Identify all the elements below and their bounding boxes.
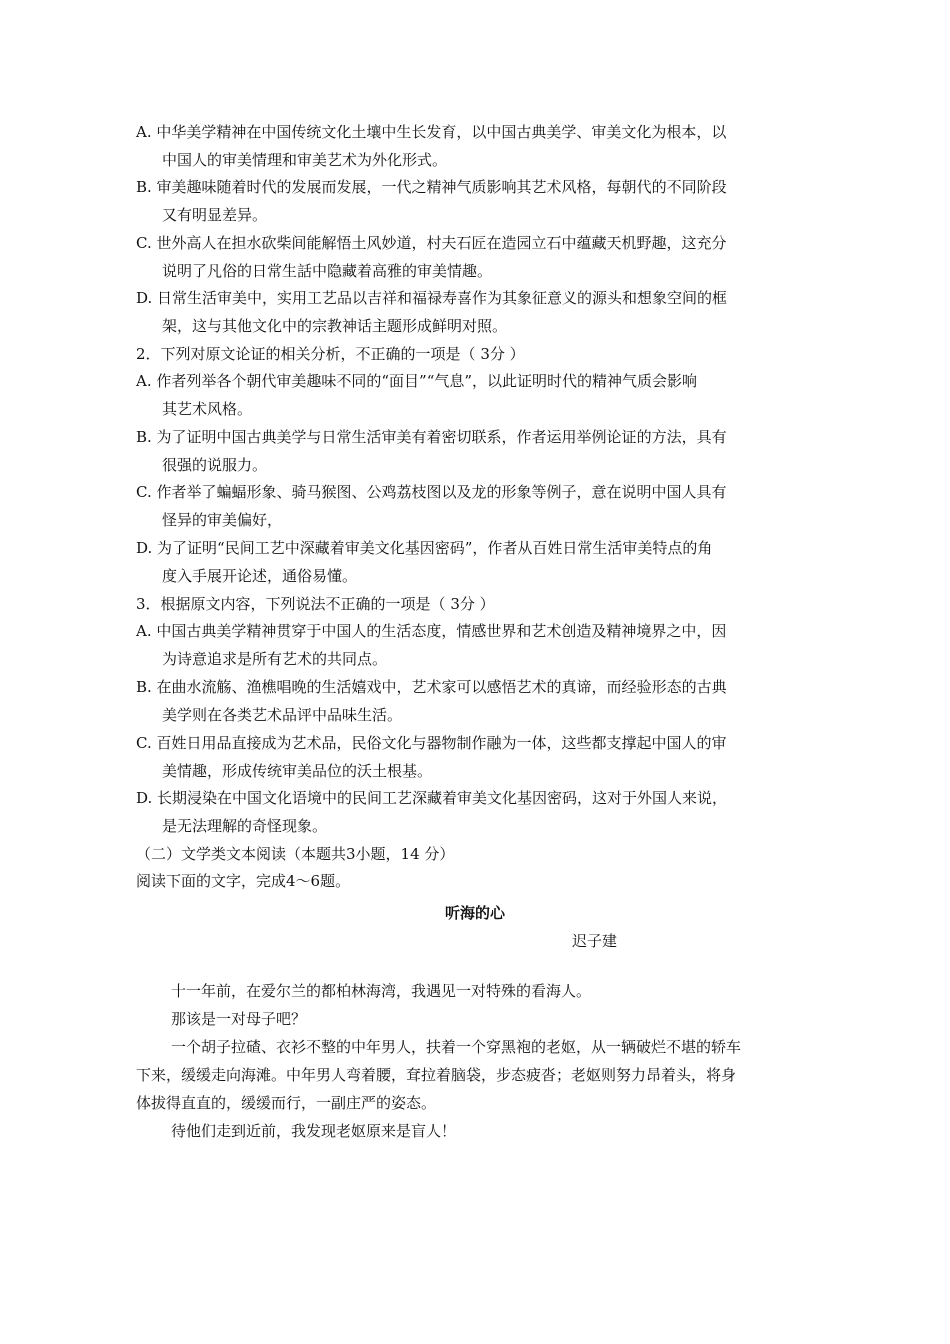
- q1-option-a-line2: 中国人的审美情理和审美艺术为外化形式。: [162, 151, 448, 169]
- story-paragraph: 十一年前，在爱尔兰的都柏林海湾，我遇见一对特殊的看海人。: [171, 982, 592, 1000]
- story-paragraph: 一个胡子拉碴、衣衫不整的中年男人，扶着一个穿黑袍的老妪，从一辆破烂不堪的轿车: [171, 1038, 742, 1056]
- q1-option-b-line2: 又有明显差异。: [162, 206, 268, 224]
- q3-option-d-line1: D. 长期浸染在中国文化语境中的民间工艺深藏着审美文化基因密码，这对于外国人来说，: [136, 789, 728, 807]
- q2-option-a-line1: A. 作者列举各个朝代审美趣味不同的“面目”“气息”，以此证明时代的精神气质会影响: [136, 372, 698, 390]
- q2-option-b-line1: B. 为了证明中国古典美学与日常生活审美有着密切联系，作者运用举例论证的方法，具有: [136, 428, 727, 446]
- q1-option-a-line1: A. 中华美学精神在中国传统文化土壤中生长发育，以中国古典美学、审美文化为根本，以: [136, 123, 727, 141]
- q3-option-c-line2: 美情趣，形成传统审美品位的沃土根基。: [162, 762, 433, 780]
- story-paragraph-continuation: 体拔得直直的，缓缓而行，一副庄严的姿态。: [136, 1094, 437, 1112]
- q3-option-a-line1: A. 中国古典美学精神贯穿于中国人的生活态度，情感世界和艺术创造及精神境界之中，因: [136, 622, 727, 640]
- q2-option-c-line1: C. 作者举了蝙蝠形象、骑马猴图、公鸡荔枝图以及龙的形象等例子，意在说明中国人具有: [136, 483, 727, 501]
- q1-option-d-line1: D. 日常生活审美中，实用工艺品以吉祥和福禄寿喜作为其象征意义的源头和想象空间的框: [136, 289, 728, 307]
- q2-option-d-line2: 度入手展开论述，通俗易懂。: [162, 567, 358, 585]
- q2-option-a-line2: 其艺术风格。: [162, 400, 253, 418]
- section-heading: （二）文学类文本阅读（本题共3小题，14 分）: [136, 845, 455, 863]
- q3-stem: 3．根据原文内容，下列说法不正确的一项是（ 3分 ）: [136, 595, 495, 613]
- q3-option-a-line2: 为诗意追求是所有艺术的共同点。: [162, 650, 388, 668]
- story-paragraph: 待他们走到近前，我发现老妪原来是盲人！: [171, 1122, 457, 1140]
- q3-option-b-line2: 美学则在各类艺术品评中品味生活。: [162, 706, 403, 724]
- q2-option-c-line2: 怪异的审美偏好，: [162, 511, 283, 529]
- story-author: 迟子建: [572, 932, 618, 950]
- q3-option-c-line1: C. 百姓日用品直接成为艺术品，民俗文化与器物制作融为一体，这些都支撑起中国人的审: [136, 734, 727, 752]
- story-title: 听海的心: [444, 904, 505, 922]
- story-paragraph: 那该是一对母子吧？: [171, 1010, 307, 1028]
- section-instruction: 阅读下面的文字，完成4～6题。: [136, 872, 351, 890]
- q3-option-d-line2: 是无法理解的奇怪现象。: [162, 817, 328, 835]
- q2-option-b-line2: 很强的说服力。: [162, 456, 268, 474]
- q2-stem: 2．下列对原文论证的相关分析，不正确的一项是（ 3分 ）: [136, 345, 525, 363]
- story-paragraph-continuation: 下来，缓缓走向海滩。中年男人弯着腰，耷拉着脑袋，步态疲沓；老妪则努力昂着头，将身: [136, 1066, 737, 1084]
- q1-option-c-line2: 说明了凡俗的日常生話中隐藏着高雅的审美情趣。: [162, 262, 493, 280]
- q3-option-b-line1: B. 在曲水流觞、渔樵唱晚的生活嬉戏中，艺术家可以感悟艺术的真谛，而经验形态的古典: [136, 678, 727, 696]
- q1-option-d-line2: 架，这与其他文化中的宗教神话主题形成鲜明对照。: [162, 317, 508, 335]
- q1-option-c-line1: C. 世外高人在担水砍柴间能解悟土风妙道，村夫石匠在造园立石中蕴藏天机野趣，这充分: [136, 234, 727, 252]
- q2-option-d-line1: D. 为了证明“民间工艺中深藏着审美文化基因密码”，作者从百姓日常生活审美特点的角: [136, 539, 713, 557]
- q1-option-b-line1: B. 审美趣味随着时代的发展而发展，一代之精神气质影响其艺术风格，每朝代的不同阶段: [136, 178, 727, 196]
